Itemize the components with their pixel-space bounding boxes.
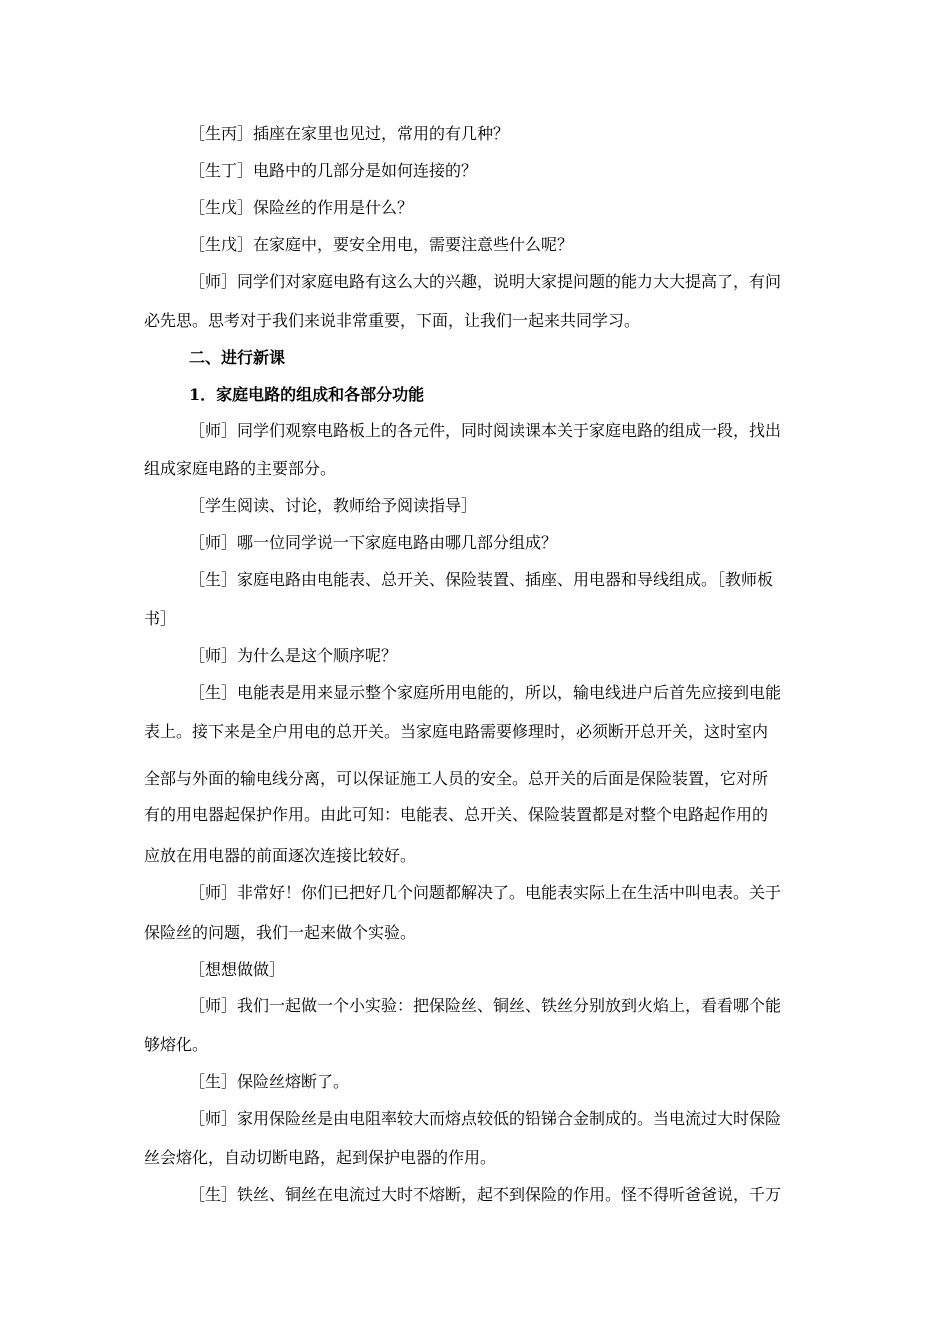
paragraph-line: ［生］家庭电路由电能表、总开关、保险装置、插座、用电器和导线组成。［教师板 [189, 570, 774, 589]
paragraph-line: ［师］家用保险丝是由电阻率较大而熔点较低的铅锑合金制成的。当电流过大时保险 [189, 1109, 782, 1128]
paragraph-line: ［生］铁丝、铜丝在电流过大时不熔断，起不到保险的作用。怪不得听爸爸说，千万 [189, 1185, 782, 1204]
paragraph-line: ［师］为什么是这个顺序呢？ [189, 646, 398, 665]
paragraph-line: 丝会熔化，自动切断电路，起到保护电器的作用。 [144, 1148, 497, 1167]
paragraph-line: 全部与外面的输电线分离，可以保证施工人员的安全。总开关的后面是保险装置，它对所 [144, 769, 769, 788]
paragraph-line: ［生丁］电路中的几部分是如何连接的？ [189, 161, 478, 180]
paragraph-line: 组成家庭电路的主要部分。 [144, 459, 337, 478]
paragraph-line: 应放在用电器的前面逐次连接比较好。 [144, 846, 417, 865]
paragraph-line: ［生戊］在家庭中，要安全用电，需要注意些什么呢？ [189, 235, 574, 254]
paragraph-line: ［师］同学们观察电路板上的各元件，同时阅读课本关于家庭电路的组成一段，找出 [189, 421, 782, 440]
subsection-heading: 1．家庭电路的组成和各部分功能 [189, 385, 425, 404]
paragraph-line: 书］ [144, 609, 177, 628]
paragraph-line: ［学生阅读、讨论，教师给予阅读指导］ [189, 496, 478, 515]
paragraph-line: ［生戊］保险丝的作用是什么？ [189, 198, 414, 217]
paragraph-line: 保险丝的问题，我们一起来做个实验。 [144, 923, 417, 942]
paragraph-line: 够熔化。 [144, 1035, 209, 1054]
paragraph-line: ［生丙］插座在家里也见过，常用的有几种？ [189, 124, 510, 143]
paragraph-line: ［师］我们一起做一个小实验：把保险丝、铜丝、铁丝分别放到火焰上，看看哪个能 [189, 996, 782, 1015]
paragraph-line: ［想想做做］ [189, 960, 286, 979]
paragraph-line: ［生］保险丝熔断了。 [189, 1072, 350, 1091]
paragraph-line: ［师］非常好！你们已把好几个问题都解决了。电能表实际上在生活中叫电表。关于 [189, 883, 782, 902]
section-heading: 二、进行新课 [189, 348, 286, 367]
paragraph-line: 表上。接下来是全户用电的总开关。当家庭电路需要修理时，必须断开总开关，这时室内 [144, 722, 769, 741]
paragraph-line: ［师］同学们对家庭电路有这么大的兴趣，说明大家提问题的能力大大提高了，有问 [189, 272, 782, 291]
paragraph-line: 有的用电器起保护作用。由此可知：电能表、总开关、保险装置都是对整个电路起作用的 [144, 805, 769, 824]
paragraph-line: ［师］哪一位同学说一下家庭电路由哪几部分组成？ [189, 533, 558, 552]
paragraph-line: ［生］电能表是用来显示整个家庭所用电能的，所以，输电线进户后首先应接到电能 [189, 683, 782, 702]
paragraph-line: 必先思。思考对于我们来说非常重要，下面，让我们一起来共同学习。 [144, 311, 641, 330]
